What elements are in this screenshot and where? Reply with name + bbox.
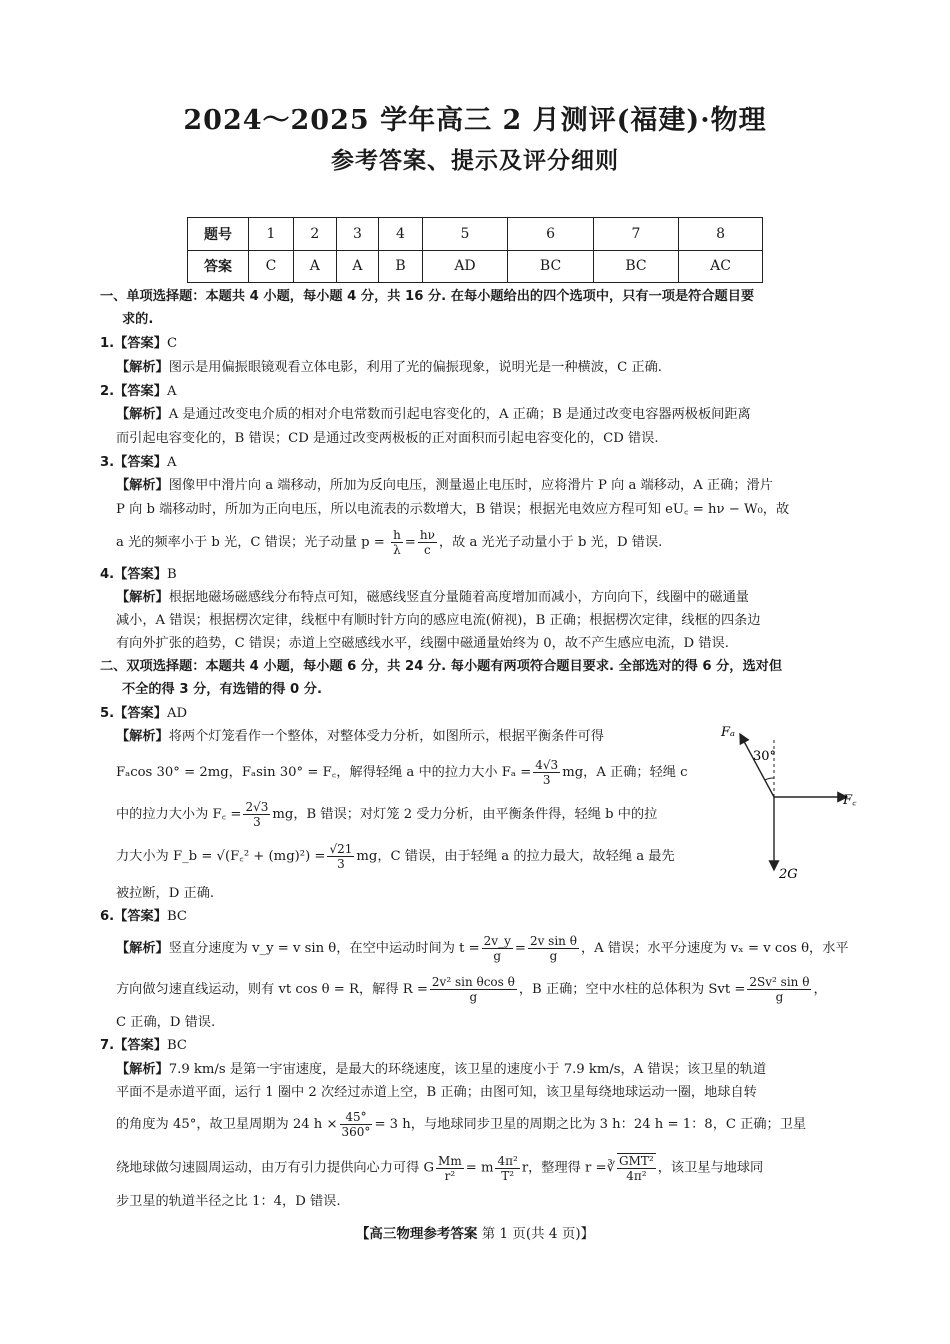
formula-text: ，A 错误；水平分速度为 vₓ = v cos θ，水平 [580,941,849,956]
fraction [436,1154,464,1183]
force-arrow-fa [740,734,777,797]
fraction [430,975,517,1004]
footer-page: 第 1 页(共 4 页)】 [481,1226,595,1242]
explanation-text: 7.9 km/s 是第一宇宙速度，是最大的环绕速度，该卫星的速度小于 7.9 km/s，A 错误；该卫星的轨道 [168,1062,767,1077]
numerator: hν [419,528,435,542]
table-cell: 5 [422,218,508,251]
footer-label: 【高三物理参考答案 [355,1226,478,1242]
fraction [340,1110,373,1139]
explanation-text: 将两个灯笼看作一个整体，对整体受力分析，如图所示，根据平衡条件可得 [168,729,604,744]
explanation-label: 【解析】 [116,941,169,956]
q3-explanation-cont: P 向 b 端移动时，所加为正向电压，所以电流表的示数增大，B 错误；根据光电效应方程可知 eU꜀ = hν − W₀，故 [116,502,790,517]
q6-answer [100,907,187,927]
table-cell: BC [593,250,678,283]
answer-label: 5.【答案】 [100,706,167,721]
q5-answer [100,704,187,724]
q7-answer [100,1036,187,1056]
denominator: 4π² [626,1169,647,1183]
answer-label: 6.【答案】 [100,909,167,924]
explanation-text: A 是通过改变电介质的相对介电常数而引起电容变化的，A 正确；B 是通过改变电容器两极板间距离 [168,407,751,422]
q1-answer [100,334,177,354]
fraction [327,842,354,871]
page-subtitle: 参考答案、提示及评分细则 [331,147,619,174]
denominator: 3 [542,773,551,787]
table-cell: 7 [593,218,678,251]
answer-label: 3.【答案】 [100,455,167,470]
section2-heading-cont: 不全的得 3 分，有选错的得 0 分. [122,682,322,697]
section1-heading-cont: 求的. [122,312,154,327]
numerator: 4π² [497,1153,518,1168]
formula-text: mg，C 错误，由于轻绳 a 的拉力最大，故轻绳 a 最先 [356,849,675,864]
explanation-label: 【解析】 [116,1062,169,1077]
explanation-label: 【解析】 [116,407,169,422]
fraction [528,934,579,963]
label-2g: 2G [779,867,798,882]
table-cell: AD [422,250,508,283]
cube-root-sign: ∛ [606,1160,616,1176]
formula-text: mg，A 正确；轻绳 c [562,765,688,780]
label-angle: 30° [753,749,777,764]
fraction [418,528,437,557]
formula-text: = m [465,1160,494,1176]
page-footer [0,1222,950,1242]
explanation-text: 根据地磁场磁感线分布特点可知，磁感线竖直分量随着高度增加而减小，方向向下，线圈中的磁通量 [168,590,749,605]
answer-value: A [166,384,177,399]
formula-text: a 光的频率小于 b 光，C 错误；光子动量 p = [116,535,385,550]
fraction [391,528,403,557]
fraction [533,758,560,787]
formula-text: 中的拉力大小为 F꜀ = [116,807,242,822]
denominator: g [549,949,558,963]
q2-explanation-cont: 而引起电容变化的，B 错误；CD 是通过改变两极板的正对面积而引起电容变化的，CD 错误. [116,431,659,446]
fraction [747,975,811,1004]
fraction [495,1154,519,1183]
numerator: h [393,528,401,542]
denominator: g [775,990,784,1004]
q4-explanation [116,588,749,608]
q4-explanation-cont: 有向外扩张的趋势，C 错误；赤道上空磁感线水平，线圈中磁通量始终为 0，故不产生感应电流，D 错误. [116,636,729,651]
numerator: 2v_y [483,934,511,948]
formula-text: = 3 h，与地球同步卫星的周期之比为 3 h：24 h = 1：8，C 正确；卫星 [374,1117,807,1132]
answer-value: A [166,455,177,470]
explanation-label: 【解析】 [116,478,169,493]
table-cell: A [293,250,336,283]
section1-heading: 一、单项选择题：本题共 4 小题，每小题 4 分，共 16 分. 在每小题给出的四个选项中，只有一项是符合题目要 [100,289,755,304]
answer-value: C [166,336,178,351]
formula-text: r，整理得 r = [521,1160,607,1176]
table-row [188,250,763,283]
answer-table [187,217,763,283]
denominator: c [424,543,431,557]
q6-explanation-cont [116,975,827,1005]
formula-text: ，故 a 光光子动量小于 b 光，D 错误. [438,535,663,550]
table-header-label: 题号 [188,218,249,251]
denominator: r² [444,1168,456,1183]
formula-text: = [514,941,526,956]
q5-explanation-cont [116,758,688,788]
formula-text: ，B 正确；空中水柱的总体积为 Svt = [518,982,746,997]
page-title: 2024～2025 学年高三 2 月测评(福建)·物理 [183,105,767,136]
table-cell: BC [508,250,593,283]
explanation-label: 【解析】 [116,729,169,744]
q5-explanation-cont [116,842,675,872]
answer-value: BC [166,909,187,924]
numerator: 2√3 [245,800,269,814]
q3-explanation [116,476,773,496]
formula-text: = [404,535,416,550]
table-cell: 1 [249,218,294,251]
answer-label: 1.【答案】 [100,336,167,351]
numerator: GMT² [619,1154,654,1168]
answer-value: B [166,567,177,582]
q4-explanation-cont: 减小，A 错误；根据楞次定律，线框中有顺时针方向的感应电流(俯视)，B 正确；根据楞次定律，线框的四条边 [116,613,761,628]
q5-explanation-cont [116,800,657,830]
numerator: 45° [340,1110,373,1125]
denominator: g [469,990,478,1004]
table-cell: 6 [508,218,593,251]
formula-text: ， [813,982,827,997]
table-cell: AC [679,250,763,283]
table-cell: B [379,250,422,283]
table-cell: 2 [293,218,336,251]
denominator: 3 [253,815,261,829]
label-fa: Fₐ [721,725,735,740]
formula-text: 力大小为 F_b = √(F꜀² + (mg)²) = [116,849,326,864]
answer-value: BC [166,1038,187,1053]
formula-text: ，该卫星与地球同 [657,1160,764,1176]
q2-explanation [116,405,751,425]
denominator: 360° [341,1125,371,1139]
q3-answer [100,453,176,473]
q6-explanation-cont: C 正确，D 错误. [116,1015,216,1030]
numerator: 2v sin θ [529,934,577,948]
numerator: √21 [329,842,353,856]
numerator: Mm [438,1153,462,1168]
q4-answer [100,565,177,585]
formula-text: 绕地球做匀速圆周运动，由万有引力提供向心力可得 G [116,1160,435,1176]
answer-label: 7.【答案】 [100,1038,167,1053]
answer-value: AD [166,706,188,721]
table-cell: 4 [379,218,422,251]
table-cell: A [336,250,379,283]
q1-explanation [116,358,662,378]
table-cell: C [249,250,294,283]
formula-text: mg，B 错误；对灯笼 2 受力分析，由平衡条件得，轻绳 b 中的拉 [272,807,658,822]
explanation-label: 【解析】 [116,360,169,375]
numerator: 2v² sin θcos θ [431,975,515,989]
numerator: 4√3 [535,758,559,772]
q7-explanation-cont: 步卫星的轨道半径之比 1：4，D 错误. [116,1194,341,1209]
denominator: λ [393,543,401,557]
section2-heading: 二、双项选择题：本题共 4 小题，每小题 6 分，共 24 分. 每小题有两项符合题目要求. 全部选对的得 6 分，选对但 [100,659,783,674]
q7-explanation-cont [116,1110,806,1140]
q6-explanation [116,934,849,964]
fraction [482,934,513,963]
q5-explanation-cont: 被拉断，D 正确. [116,886,215,901]
denominator: T² [501,1168,515,1183]
table-answer-label: 答案 [188,250,249,283]
fraction [243,800,270,829]
formula-text: Fₐcos 30° = 2mg，Fₐsin 30° = F꜀，解得轻绳 a 中的拉力大小 Fₐ = [116,765,532,780]
q7-explanation-cont [116,1153,763,1184]
answer-label: 4.【答案】 [100,567,167,582]
table-cell: 3 [336,218,379,251]
q7-explanation-cont: 平面不是赤道平面，运行 1 圈中 2 次经过赤道上空，B 正确；由图可知，该卫星每绕地球运动一圈，地球自转 [116,1085,757,1100]
formula-text: 的角度为 45°，故卫星周期为 24 h × [116,1117,338,1132]
q5-explanation [116,727,604,747]
table-row [188,218,763,251]
label-fc: F꜀ [843,793,857,808]
q2-answer [100,382,176,402]
numerator: 2Sv² sin θ [749,975,810,989]
explanation-text: 图示是用偏振眼镜观看立体电影，利用了光的偏振现象，说明光是一种横波，C 正确. [168,360,662,375]
table-cell: 8 [679,218,763,251]
denominator: g [493,949,502,963]
denominator: 3 [337,857,345,871]
angle-arc [765,778,774,780]
fraction [617,1153,656,1183]
explanation-label: 【解析】 [116,590,169,605]
q7-explanation [116,1060,766,1080]
answer-label: 2.【答案】 [100,384,167,399]
q3-explanation-formula [116,528,662,558]
explanation-text: 图像甲中滑片向 a 端移动，所加为反向电压，测量遏止电压时，应将滑片 P 向 a 端移动，A 正确；滑片 [168,478,773,493]
formula-text: 竖直分速度为 v_y = v sin θ，在空中运动时间为 t = [168,941,480,956]
formula-text: 方向做匀速直线运动，则有 vt cos θ = R，解得 R = [116,982,428,997]
force-diagram [715,722,865,887]
